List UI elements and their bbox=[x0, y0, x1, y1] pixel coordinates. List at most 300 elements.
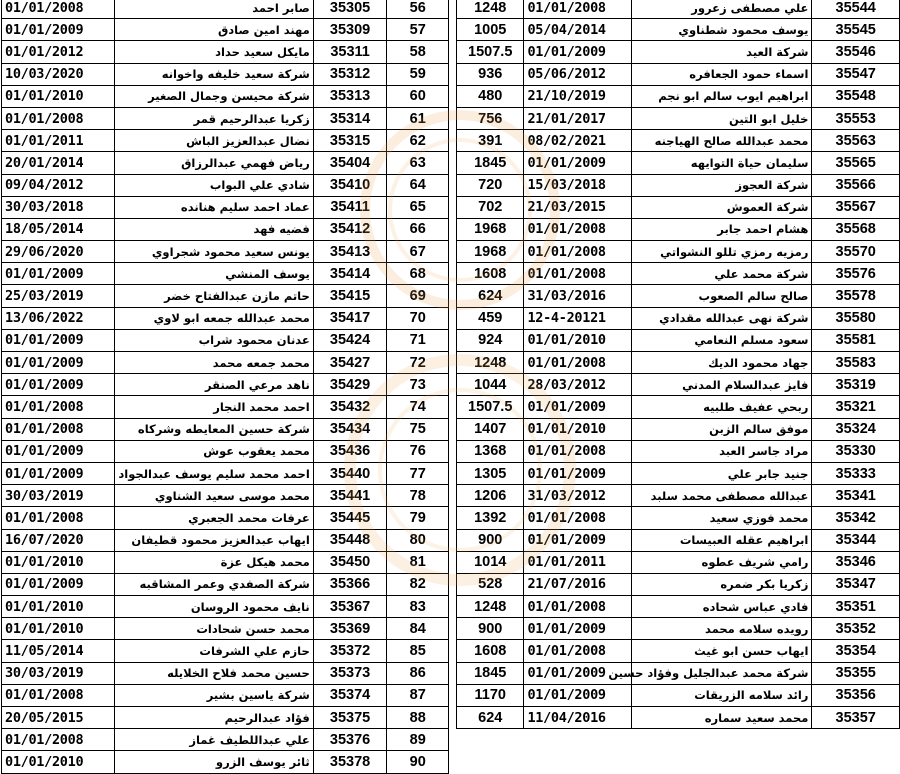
table-row bbox=[2, 85, 449, 107]
name-cell: محمد سعيد سماره bbox=[632, 707, 812, 729]
table-row bbox=[2, 19, 449, 41]
table-row bbox=[2, 440, 449, 462]
serial-number-cell: 60 bbox=[387, 85, 449, 107]
name-cell: محمد جمعه محمد bbox=[115, 352, 314, 374]
table-row bbox=[457, 174, 900, 196]
code-cell: 35404 bbox=[313, 152, 387, 174]
code-cell: 35366 bbox=[313, 573, 387, 595]
code-cell: 35373 bbox=[313, 662, 387, 684]
amount-cell: 1845 bbox=[457, 662, 524, 684]
name-cell: شادي علي البواب bbox=[115, 174, 314, 196]
date-cell: 21/03/2015 bbox=[524, 196, 632, 218]
table-row bbox=[2, 551, 449, 573]
serial-number-cell: 70 bbox=[387, 307, 449, 329]
code-cell: 35344 bbox=[812, 529, 900, 551]
amount-cell: 1005 bbox=[457, 19, 524, 41]
table-row bbox=[2, 596, 449, 618]
name-cell: شركة حسين المعايطه وشركاه bbox=[115, 418, 314, 440]
date-cell: 11/04/2016 bbox=[524, 707, 632, 729]
code-cell: 35411 bbox=[313, 196, 387, 218]
serial-number-cell: 65 bbox=[387, 196, 449, 218]
amount-cell: 1248 bbox=[457, 0, 524, 19]
date-cell: 01/01/2010 bbox=[2, 751, 115, 773]
serial-number-cell: 79 bbox=[387, 507, 449, 529]
date-cell: 01/01/2008 bbox=[2, 0, 115, 19]
date-cell: 01/01/2008 bbox=[524, 640, 632, 662]
name-cell: محمد فوزي سعيد bbox=[632, 507, 812, 529]
name-cell: محمد عبدالله جمعه ابو لاوي bbox=[115, 307, 314, 329]
table-row bbox=[457, 684, 900, 706]
table-row bbox=[457, 41, 900, 63]
amount-cell: 900 bbox=[457, 618, 524, 640]
date-cell: 01/01/2008 bbox=[2, 418, 115, 440]
code-cell: 35570 bbox=[812, 241, 900, 263]
name-cell: رويده سلامه محمد bbox=[632, 618, 812, 640]
date-cell: 01/01/2009 bbox=[524, 41, 632, 63]
serial-number-cell: 77 bbox=[387, 462, 449, 484]
left-records-body bbox=[2, 0, 449, 773]
date-cell: 29/06/2020 bbox=[2, 241, 115, 263]
amount-cell: 1608 bbox=[457, 263, 524, 285]
table-gap bbox=[449, 0, 456, 675]
code-cell: 35309 bbox=[313, 19, 387, 41]
table-row bbox=[457, 63, 900, 85]
code-cell: 35576 bbox=[812, 263, 900, 285]
name-cell: جهاد محمود الديك bbox=[632, 352, 812, 374]
table-row bbox=[457, 0, 900, 19]
table-row bbox=[457, 285, 900, 307]
code-cell: 35445 bbox=[313, 507, 387, 529]
name-cell: فؤاد عبدالرحيم bbox=[115, 707, 314, 729]
name-cell: شركة ياسين بشير bbox=[115, 684, 314, 706]
code-cell: 35414 bbox=[313, 263, 387, 285]
name-cell: عدنان محمود شراب bbox=[115, 329, 314, 351]
code-cell: 35346 bbox=[812, 551, 900, 573]
name-cell: رياض فهمي عبدالرزاق bbox=[115, 152, 314, 174]
code-cell: 35427 bbox=[313, 352, 387, 374]
name-cell: محمد حسن شحادات bbox=[115, 618, 314, 640]
name-cell: رمزيه رمزي تللو النشواتي bbox=[632, 241, 812, 263]
code-cell: 35432 bbox=[313, 396, 387, 418]
table-row bbox=[2, 529, 449, 551]
name-cell: فضيه فهد bbox=[115, 218, 314, 240]
table-row bbox=[2, 329, 449, 351]
table-row bbox=[457, 263, 900, 285]
serial-number-cell: 66 bbox=[387, 218, 449, 240]
table-row bbox=[2, 41, 449, 63]
code-cell: 35441 bbox=[313, 485, 387, 507]
name-cell: مراد جاسر العبد bbox=[632, 440, 812, 462]
name-cell: ناهد مرعي الصنقر bbox=[115, 374, 314, 396]
code-cell: 35415 bbox=[313, 285, 387, 307]
table-row bbox=[2, 63, 449, 85]
date-cell: 12-4-20121 bbox=[524, 307, 632, 329]
amount-cell: 1170 bbox=[457, 684, 524, 706]
date-cell: 31/03/2016 bbox=[524, 285, 632, 307]
serial-number-cell: 56 bbox=[387, 0, 449, 19]
table-row bbox=[2, 485, 449, 507]
name-cell: ابراهيم عقله العبيسات bbox=[632, 529, 812, 551]
table-row bbox=[457, 618, 900, 640]
code-cell: 35546 bbox=[812, 41, 900, 63]
code-cell: 35369 bbox=[313, 618, 387, 640]
date-cell: 01/01/2009 bbox=[524, 618, 632, 640]
serial-number-cell: 61 bbox=[387, 107, 449, 129]
table-row bbox=[2, 107, 449, 129]
amount-cell: 624 bbox=[457, 707, 524, 729]
table-row bbox=[2, 218, 449, 240]
table-row bbox=[457, 307, 900, 329]
serial-number-cell: 83 bbox=[387, 596, 449, 618]
name-cell: مهند امين صادق bbox=[115, 19, 314, 41]
name-cell: شركة محيسن وجمال الصغير bbox=[115, 85, 314, 107]
right-records-table bbox=[456, 0, 900, 729]
name-cell: محمد يعقوب عوش bbox=[115, 440, 314, 462]
name-cell: ربحي عفيف طلبيه bbox=[632, 396, 812, 418]
table-row bbox=[457, 418, 900, 440]
date-cell: 01/01/2010 bbox=[524, 418, 632, 440]
date-cell: 01/01/2009 bbox=[2, 440, 115, 462]
name-cell: رائد سلامه الزريقات bbox=[632, 684, 812, 706]
amount-cell: 1968 bbox=[457, 241, 524, 263]
code-cell: 35429 bbox=[313, 374, 387, 396]
table-row bbox=[457, 596, 900, 618]
code-cell: 35378 bbox=[313, 751, 387, 773]
amount-cell: 720 bbox=[457, 174, 524, 196]
code-cell: 35440 bbox=[313, 462, 387, 484]
date-cell: 08/02/2021 bbox=[524, 130, 632, 152]
code-cell: 35376 bbox=[313, 729, 387, 751]
table-row bbox=[2, 751, 449, 773]
name-cell: يوسف المنشي bbox=[115, 263, 314, 285]
serial-number-cell: 85 bbox=[387, 640, 449, 662]
code-cell: 35342 bbox=[812, 507, 900, 529]
name-cell: فادي عباس شحاده bbox=[632, 596, 812, 618]
table-row bbox=[457, 662, 900, 684]
code-cell: 35568 bbox=[812, 218, 900, 240]
amount-cell: 1507.5 bbox=[457, 396, 524, 418]
date-cell: 01/01/2008 bbox=[2, 107, 115, 129]
code-cell: 35417 bbox=[313, 307, 387, 329]
table-row bbox=[457, 352, 900, 374]
amount-cell: 1305 bbox=[457, 462, 524, 484]
date-cell: 01/01/2009 bbox=[2, 352, 115, 374]
code-cell: 35448 bbox=[313, 529, 387, 551]
name-cell: احمد محمد سليم يوسف عبدالجواد bbox=[115, 462, 314, 484]
serial-number-cell: 72 bbox=[387, 352, 449, 374]
date-cell: 30/03/2018 bbox=[2, 196, 115, 218]
date-cell: 20/01/2014 bbox=[2, 152, 115, 174]
table-row bbox=[457, 396, 900, 418]
name-cell: ثائر يوسف الزرو bbox=[115, 751, 314, 773]
name-cell: شركة نهى عبدالله مقدادي bbox=[632, 307, 812, 329]
date-cell: 01/01/2009 bbox=[524, 529, 632, 551]
amount-cell: 528 bbox=[457, 573, 524, 595]
code-cell: 35375 bbox=[313, 707, 387, 729]
table-row bbox=[457, 19, 900, 41]
serial-number-cell: 89 bbox=[387, 729, 449, 751]
serial-number-cell: 62 bbox=[387, 130, 449, 152]
table-row bbox=[2, 285, 449, 307]
table-row bbox=[457, 551, 900, 573]
table-row bbox=[457, 241, 900, 263]
table-row bbox=[2, 418, 449, 440]
date-cell: 01/01/2008 bbox=[2, 507, 115, 529]
code-cell: 35319 bbox=[812, 374, 900, 396]
date-cell: 30/03/2019 bbox=[2, 485, 115, 507]
table-row bbox=[2, 196, 449, 218]
name-cell: علي مصطفى زعرور bbox=[632, 0, 812, 19]
amount-cell: 459 bbox=[457, 307, 524, 329]
name-cell: حاتم مازن عبدالفتاح خضر bbox=[115, 285, 314, 307]
name-cell: شركة العيد bbox=[632, 41, 812, 63]
serial-number-cell: 84 bbox=[387, 618, 449, 640]
amount-cell: 1368 bbox=[457, 440, 524, 462]
table-row bbox=[2, 640, 449, 662]
name-cell: عماد احمد سليم هنانده bbox=[115, 196, 314, 218]
code-cell: 35553 bbox=[812, 107, 900, 129]
amount-cell: 624 bbox=[457, 285, 524, 307]
date-cell: 01/01/2010 bbox=[2, 618, 115, 640]
serial-number-cell: 67 bbox=[387, 241, 449, 263]
serial-number-cell: 73 bbox=[387, 374, 449, 396]
serial-number-cell: 76 bbox=[387, 440, 449, 462]
code-cell: 35450 bbox=[313, 551, 387, 573]
date-cell: 01/01/2008 bbox=[524, 263, 632, 285]
date-cell: 01/01/2008 bbox=[524, 440, 632, 462]
date-cell: 28/03/2012 bbox=[524, 374, 632, 396]
table-row bbox=[457, 107, 900, 129]
code-cell: 35333 bbox=[812, 462, 900, 484]
name-cell: محمد عبدالله صالح الهياجنه bbox=[632, 130, 812, 152]
name-cell: موفق سالم الزبن bbox=[632, 418, 812, 440]
name-cell: احمد محمد النجار bbox=[115, 396, 314, 418]
date-cell: 01/01/2009 bbox=[524, 662, 632, 684]
code-cell: 35434 bbox=[313, 418, 387, 440]
name-cell: زكريا عبدالرحيم قمر bbox=[115, 107, 314, 129]
amount-cell: 480 bbox=[457, 85, 524, 107]
code-cell: 35372 bbox=[313, 640, 387, 662]
name-cell: زكريا بكر ضمره bbox=[632, 573, 812, 595]
serial-number-cell: 71 bbox=[387, 329, 449, 351]
serial-number-cell: 68 bbox=[387, 263, 449, 285]
table-row bbox=[457, 573, 900, 595]
date-cell: 01/01/2011 bbox=[524, 551, 632, 573]
serial-number-cell: 75 bbox=[387, 418, 449, 440]
date-cell: 01/01/2012 bbox=[2, 41, 115, 63]
code-cell: 35315 bbox=[313, 130, 387, 152]
name-cell: شركة العجوز bbox=[632, 174, 812, 196]
table-row bbox=[457, 440, 900, 462]
table-row bbox=[2, 618, 449, 640]
code-cell: 35563 bbox=[812, 130, 900, 152]
date-cell: 01/01/2009 bbox=[524, 396, 632, 418]
serial-number-cell: 87 bbox=[387, 684, 449, 706]
code-cell: 35330 bbox=[812, 440, 900, 462]
name-cell: مايكل سعيد حداد bbox=[115, 41, 314, 63]
date-cell: 01/01/2008 bbox=[524, 0, 632, 19]
table-row bbox=[2, 662, 449, 684]
serial-number-cell: 59 bbox=[387, 63, 449, 85]
date-cell: 01/01/2009 bbox=[2, 374, 115, 396]
table-row bbox=[2, 174, 449, 196]
table-row bbox=[2, 307, 449, 329]
table-row bbox=[2, 352, 449, 374]
code-cell: 35583 bbox=[812, 352, 900, 374]
name-cell: عرفات محمد الجعبري bbox=[115, 507, 314, 529]
date-cell: 01/01/2010 bbox=[2, 551, 115, 573]
table-row bbox=[457, 85, 900, 107]
code-cell: 35357 bbox=[812, 707, 900, 729]
date-cell: 21/07/2016 bbox=[524, 573, 632, 595]
amount-cell: 756 bbox=[457, 107, 524, 129]
date-cell: 21/01/2017 bbox=[524, 107, 632, 129]
code-cell: 35367 bbox=[313, 596, 387, 618]
code-cell: 35313 bbox=[313, 85, 387, 107]
table-row bbox=[2, 0, 449, 19]
name-cell: شركة الصفدي وعمر المشاقبه bbox=[115, 573, 314, 595]
amount-cell: 924 bbox=[457, 329, 524, 351]
amount-cell: 1507.5 bbox=[457, 41, 524, 63]
name-cell: شركة محمد علي bbox=[632, 263, 812, 285]
amount-cell: 702 bbox=[457, 196, 524, 218]
code-cell: 35341 bbox=[812, 485, 900, 507]
name-cell: يوسف محمود شطناوي bbox=[632, 19, 812, 41]
name-cell: شركة سعيد خليفه واخوانه bbox=[115, 63, 314, 85]
name-cell: صابر احمد bbox=[115, 0, 314, 19]
date-cell: 25/03/2019 bbox=[2, 285, 115, 307]
code-cell: 35410 bbox=[313, 174, 387, 196]
amount-cell: 1014 bbox=[457, 551, 524, 573]
name-cell: حازم علي الشرفات bbox=[115, 640, 314, 662]
name-cell: صالح سالم الصعوب bbox=[632, 285, 812, 307]
table-row bbox=[457, 374, 900, 396]
code-cell: 35424 bbox=[313, 329, 387, 351]
table-row bbox=[2, 573, 449, 595]
date-cell: 01/01/2008 bbox=[524, 352, 632, 374]
date-cell: 16/07/2020 bbox=[2, 529, 115, 551]
serial-number-cell: 64 bbox=[387, 174, 449, 196]
table-row bbox=[2, 396, 449, 418]
serial-number-cell: 80 bbox=[387, 529, 449, 551]
date-cell: 21/10/2019 bbox=[524, 85, 632, 107]
table-row bbox=[2, 130, 449, 152]
code-cell: 35347 bbox=[812, 573, 900, 595]
serial-number-cell: 81 bbox=[387, 551, 449, 573]
name-cell: رامي شريف عطوه bbox=[632, 551, 812, 573]
date-cell: 01/01/2009 bbox=[2, 19, 115, 41]
name-cell: علي عبداللطيف غماز bbox=[115, 729, 314, 751]
serial-number-cell: 63 bbox=[387, 152, 449, 174]
date-cell: 01/01/2008 bbox=[2, 729, 115, 751]
serial-number-cell: 88 bbox=[387, 707, 449, 729]
table-row bbox=[2, 263, 449, 285]
code-cell: 35544 bbox=[812, 0, 900, 19]
date-cell: 30/03/2019 bbox=[2, 662, 115, 684]
name-cell: شركة محمد عبدالجليل وفؤاد حسين bbox=[632, 662, 812, 684]
serial-number-cell: 90 bbox=[387, 751, 449, 773]
table-row bbox=[457, 529, 900, 551]
date-cell: 31/03/2012 bbox=[524, 485, 632, 507]
name-cell: نضال عبدالعزيز الباش bbox=[115, 130, 314, 152]
table-row bbox=[2, 374, 449, 396]
table-row bbox=[457, 329, 900, 351]
date-cell: 01/01/2008 bbox=[2, 396, 115, 418]
date-cell: 01/01/2009 bbox=[524, 462, 632, 484]
name-cell: فايز عبدالسلام المدني bbox=[632, 374, 812, 396]
amount-cell: 1845 bbox=[457, 152, 524, 174]
date-cell: 20/05/2015 bbox=[2, 707, 115, 729]
code-cell: 35351 bbox=[812, 596, 900, 618]
amount-cell: 1206 bbox=[457, 485, 524, 507]
table-row bbox=[2, 729, 449, 751]
code-cell: 35352 bbox=[812, 618, 900, 640]
table-row bbox=[457, 152, 900, 174]
name-cell: حسين محمد فلاح الخلايله bbox=[115, 662, 314, 684]
code-cell: 35567 bbox=[812, 196, 900, 218]
name-cell: خليل ابو التين bbox=[632, 107, 812, 129]
date-cell: 13/06/2022 bbox=[2, 307, 115, 329]
serial-number-cell: 58 bbox=[387, 41, 449, 63]
table-row bbox=[457, 507, 900, 529]
amount-cell: 1044 bbox=[457, 374, 524, 396]
code-cell: 35324 bbox=[812, 418, 900, 440]
name-cell: محمد موسى سعيد الشناوي bbox=[115, 485, 314, 507]
name-cell: عبدالله مصطفى محمد سلبد bbox=[632, 485, 812, 507]
serial-number-cell: 78 bbox=[387, 485, 449, 507]
table-row bbox=[2, 152, 449, 174]
code-cell: 35321 bbox=[812, 396, 900, 418]
amount-cell: 1248 bbox=[457, 352, 524, 374]
name-cell: ايهاب حسن ابو غيث bbox=[632, 640, 812, 662]
code-cell: 35412 bbox=[313, 218, 387, 240]
table-row bbox=[2, 462, 449, 484]
name-cell: سعود مسلم النعامي bbox=[632, 329, 812, 351]
amount-cell: 936 bbox=[457, 63, 524, 85]
code-cell: 35436 bbox=[313, 440, 387, 462]
date-cell: 05/06/2012 bbox=[524, 63, 632, 85]
code-cell: 35354 bbox=[812, 640, 900, 662]
code-cell: 35312 bbox=[313, 63, 387, 85]
code-cell: 35581 bbox=[812, 329, 900, 351]
name-cell: سليمان حياة التوايهه bbox=[632, 152, 812, 174]
right-records-body bbox=[457, 0, 900, 729]
table-row bbox=[457, 485, 900, 507]
table-row bbox=[457, 707, 900, 729]
serial-number-cell: 74 bbox=[387, 396, 449, 418]
amount-cell: 1608 bbox=[457, 640, 524, 662]
code-cell: 35545 bbox=[812, 19, 900, 41]
code-cell: 35578 bbox=[812, 285, 900, 307]
amount-cell: 1392 bbox=[457, 507, 524, 529]
amount-cell: 1407 bbox=[457, 418, 524, 440]
table-row bbox=[2, 241, 449, 263]
table-row bbox=[457, 130, 900, 152]
code-cell: 35580 bbox=[812, 307, 900, 329]
date-cell: 09/04/2012 bbox=[2, 174, 115, 196]
name-cell: شركة العموش bbox=[632, 196, 812, 218]
name-cell: هشام احمد جابر bbox=[632, 218, 812, 240]
date-cell: 01/01/2009 bbox=[2, 462, 115, 484]
name-cell: محمد هيكل عزة bbox=[115, 551, 314, 573]
amount-cell: 900 bbox=[457, 529, 524, 551]
table-row bbox=[2, 707, 449, 729]
code-cell: 35305 bbox=[313, 0, 387, 19]
date-cell: 01/01/2008 bbox=[2, 684, 115, 706]
code-cell: 35355 bbox=[812, 662, 900, 684]
date-cell: 01/01/2010 bbox=[2, 596, 115, 618]
date-cell: 01/01/2011 bbox=[2, 130, 115, 152]
